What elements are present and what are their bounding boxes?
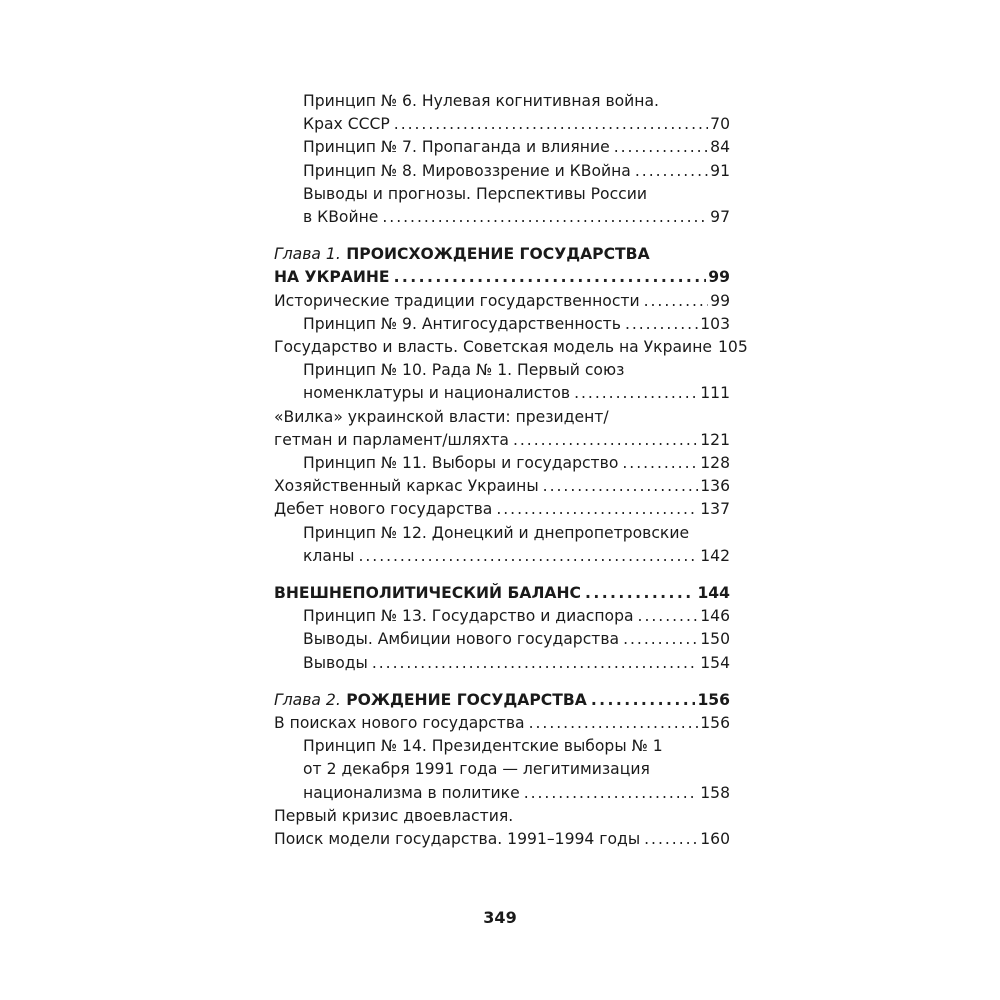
dot-leader: [394, 266, 707, 289]
toc-entry-title: Выводы. Амбиции нового государства: [303, 630, 620, 649]
toc-entry: [274, 90, 730, 136]
table-of-contents: [274, 90, 748, 851]
dot-leader: [543, 475, 699, 498]
dot-leader: [591, 689, 696, 712]
toc-entry: [274, 406, 730, 452]
toc-entry-title: кланы: [303, 546, 355, 565]
toc-chapter-heading: [274, 243, 730, 289]
toc-entry-title: Государство и власть. Советская модель на Украине: [274, 338, 712, 357]
dot-leader: [358, 545, 698, 568]
dot-leader: [372, 652, 698, 675]
toc-entry-title: Принцип № 8. Мировоззрение и КВойна: [303, 161, 631, 180]
toc-entry-title: Принцип № 7. Пропаганда и влияние: [303, 138, 610, 157]
toc-entry-title: Крах СССР: [303, 115, 390, 134]
toc-entry-title: гетман и парламент/шляхта: [274, 430, 509, 449]
toc-page-number: 150: [700, 630, 730, 649]
toc-entry-title: Выводы: [303, 653, 368, 672]
toc-entry: [274, 160, 730, 183]
toc-entry: [274, 475, 730, 498]
toc-entry: [274, 136, 730, 159]
toc-entry: [274, 183, 730, 229]
toc-entry-title: Принцип № 14. Президентские выборы № 1: [303, 737, 663, 756]
dot-leader: [622, 452, 698, 475]
toc-page-number: 156: [697, 690, 730, 709]
dot-leader: [644, 290, 709, 313]
toc-page-number: 121: [700, 430, 730, 449]
toc-page-number: 103: [700, 314, 730, 333]
dot-leader: [614, 136, 708, 159]
toc-entry: [274, 313, 730, 336]
toc-page-number: 144: [697, 584, 730, 603]
toc-page-number: 142: [700, 546, 730, 565]
toc-entry-title: национализма в политике: [303, 783, 520, 802]
toc-page-number: 70: [710, 115, 730, 134]
toc-page-number: 111: [700, 384, 730, 403]
toc-page-number: 97: [710, 208, 730, 227]
dot-leader: [623, 628, 698, 651]
dot-leader: [513, 429, 698, 452]
toc-entry-title: Принцип № 10. Рада № 1. Первый союз: [303, 361, 625, 380]
dot-leader: [644, 828, 698, 851]
dot-leader: [625, 313, 698, 336]
toc-entry-title: Принцип № 13. Государство и диаспора: [303, 607, 634, 626]
toc-entry-title: Принцип № 11. Выборы и государство: [303, 454, 619, 473]
toc-entry-title: в КВойне: [303, 208, 379, 227]
toc-entry: [274, 805, 730, 851]
toc-page-number: 146: [700, 607, 730, 626]
toc-page-number: 91: [710, 161, 730, 180]
toc-entry-title: Выводы и прогнозы. Перспективы России: [303, 184, 647, 203]
chapter-title: РОЖДЕНИЕ ГОСУДАРСТВА: [346, 690, 587, 709]
toc-entry: [274, 452, 730, 475]
toc-page-number: 160: [700, 830, 730, 849]
dot-leader: [496, 498, 698, 521]
toc-page-number: 137: [700, 500, 730, 519]
toc-entry: [274, 359, 730, 405]
dot-leader: [529, 712, 699, 735]
dot-leader: [635, 160, 708, 183]
toc-page-number: 156: [700, 714, 730, 733]
toc-entry-title: номенклатуры и националистов: [303, 384, 571, 403]
chapter-label: Глава 2.: [274, 690, 341, 709]
page-number: 349: [483, 908, 517, 927]
toc-entry-title: Принцип № 6. Нулевая когнитивная война.: [303, 92, 660, 110]
dot-leader: [585, 582, 695, 605]
dot-leader: [638, 605, 699, 628]
toc-page-number: 158: [700, 783, 730, 802]
toc-entry: [274, 735, 730, 805]
toc-entry: [274, 628, 730, 651]
toc-page-number: 128: [700, 454, 730, 473]
toc-entry: [274, 652, 730, 675]
toc-page-number: 136: [700, 477, 730, 496]
toc-entry-title: Хозяйственный каркас Украины: [274, 477, 539, 496]
toc-entry-title: от 2 декабря 1991 года — легитимизация: [303, 760, 650, 779]
toc-page-number: 99: [708, 268, 730, 287]
toc-entry-title: Первый кризис двоевластия.: [274, 806, 514, 825]
section-title: ВНЕШНЕПОЛИТИЧЕСКИЙ БАЛАНС: [274, 584, 581, 603]
toc-entry-title: Поиск модели государства. 1991–1994 годы: [274, 830, 641, 849]
toc-entry-title: Принцип № 12. Донецкий и днепропетровские: [303, 523, 690, 542]
toc-page-number: 99: [710, 291, 730, 310]
toc-entry-title: Дебет нового государства: [274, 500, 493, 519]
chapter-title: НА УКРАИНЕ: [274, 268, 390, 287]
toc-entry: [274, 522, 730, 568]
dot-leader: [574, 382, 698, 405]
toc-entry-title: Принцип № 9. Антигосударственность: [303, 314, 621, 333]
chapter-title: ПРОИСХОЖДЕНИЕ ГОСУДАРСТВА: [346, 245, 650, 264]
chapter-label: Глава 1.: [274, 245, 341, 264]
toc-section-heading: [274, 582, 730, 605]
toc-entry-title: В поисках нового государства: [274, 714, 525, 733]
toc-chapter-heading: [274, 689, 730, 712]
dot-leader: [394, 113, 708, 136]
toc-page-number: 154: [700, 653, 730, 672]
toc-entry: [274, 712, 730, 735]
dot-leader: [524, 782, 699, 805]
toc-entry: [274, 290, 730, 313]
toc-entry: [274, 605, 730, 628]
toc-page-number: 105: [717, 338, 748, 357]
toc-entry: [274, 498, 730, 521]
toc-page-number: 84: [710, 138, 730, 157]
toc-entry: [274, 336, 748, 359]
dot-leader: [382, 206, 708, 229]
toc-entry-title: Исторические традиции государственности: [274, 291, 640, 310]
toc-entry-title: «Вилка» украинской власти: президент/: [274, 407, 609, 426]
